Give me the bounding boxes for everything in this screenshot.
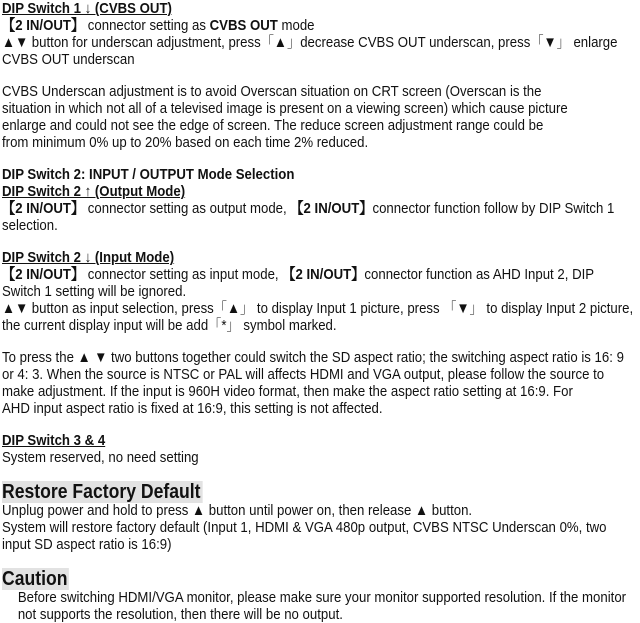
text-line [2,283,640,300]
text-line [2,589,640,606]
text-line [2,34,640,51]
text-line [2,432,640,449]
bold-text: 【2 IN/OUT】 [282,266,365,283]
paragraph [2,166,640,234]
text-line [2,317,640,334]
section [2,432,640,466]
bold-text: 【2 IN/OUT】 [2,200,85,217]
text: connector function follow by DIP Switch 1 [372,200,615,217]
section-heading: Caution [2,568,68,590]
text-line [2,606,640,623]
text: situation in which not all of a televised image is present on a viewing screen) which cause picture [2,100,568,117]
text-line [2,166,640,183]
bold-text: CVBS OUT [209,17,278,34]
text: CVBS OUT underscan [2,51,135,68]
text-line [2,117,640,134]
manual-page [2,0,640,623]
text: ▲▼ button as input selection, press「▲」 to display Input 1 picture, press 「▼」 to display Input 2 picture, [2,300,634,317]
paragraph [2,568,640,623]
text-line [2,449,640,466]
text: mode [277,17,315,34]
text: input SD aspect ratio is 16:9) [2,536,172,553]
text-line [2,249,640,266]
text-line [2,366,640,383]
text-line [2,17,640,34]
text: AHD input aspect ratio is fixed at 16:9, this setting is not affected. [2,400,383,417]
paragraph [2,83,640,151]
paragraph [2,349,640,417]
text-line [2,383,640,400]
text-line [2,200,640,217]
text: connector setting as [84,17,210,34]
text-line [2,51,640,68]
text: ▲▼ button for underscan adjustment, press「▲」decrease CVBS OUT underscan, press「▼」 enlarge [2,34,618,51]
text-line [2,568,640,590]
bold-text: 【2 IN/OUT】 [2,17,85,34]
section [2,568,640,623]
text-line [2,502,640,519]
section [2,0,640,151]
subheading: DIP Switch 2 ↑ (Output Mode) [2,183,186,200]
text-line [2,481,640,503]
text-line [2,266,640,283]
text-line [2,183,640,200]
text: CVBS Underscan adjustment is to avoid Overscan situation on CRT screen (Overscan is the [2,83,542,100]
text: or 4: 3. When the source is NTSC or PAL will affects HDMI and VGA output, please follow the source to [2,366,605,383]
text-line [2,217,640,234]
subheading: DIP Switch 2 ↓ (Input Mode) [2,249,175,266]
text-line [2,349,640,366]
text: To press the ▲ ▼ two buttons together could switch the SD aspect ratio; the switching aspect ratio is 16: 9 [2,349,624,366]
text-line [2,100,640,117]
text: connector function as AHD Input 2, DIP [364,266,595,283]
text: selection. [2,217,58,234]
section [2,481,640,553]
text: Before switching HDMI/VGA monitor, please make sure your monitor supported resolution. If the monitor [17,589,627,606]
text-line [2,0,640,17]
bold-text: DIP Switch 2: INPUT / OUTPUT Mode Selection [2,166,295,183]
text-line [2,134,640,151]
subheading: DIP Switch 3 & 4 [2,432,106,449]
paragraph [2,249,640,334]
text: from minimum 0% up to 20% based on each time 2% reduced. [2,134,369,151]
text-line [2,400,640,417]
text: make adjustment. If the input is 960H video format, then make the aspect ratio setting at 16:9. For [2,383,573,400]
section-heading: Restore Factory Default [2,481,201,503]
text-line [2,300,640,317]
paragraph [2,432,640,466]
paragraph [2,481,640,553]
text: the current display input will be add「*」 symbol marked. [2,317,337,334]
bold-text: 【2 IN/OUT】 [2,266,85,283]
text: connector setting as input mode, [84,266,283,283]
text-line [2,536,640,553]
text: connector setting as output mode, [84,200,291,217]
text: not supports the resolution, then there will be no output. [17,606,343,623]
text: Unplug power and hold to press ▲ button until power on, then release ▲ button. [2,502,473,519]
text: System will restore factory default (Input 1, HDMI & VGA 480p output, CVBS NTSC Underscan 0%, two [2,519,607,536]
text: System reserved, no need setting [2,449,199,466]
subheading: DIP Switch 1 ↓ (CVBS OUT) [2,0,172,17]
paragraph [2,0,640,68]
section [2,166,640,417]
text: Switch 1 setting will be ignored. [2,283,187,300]
text: enlarge and could not see the edge of screen. The reduce screen adjustment range could be [2,117,544,134]
text-line [2,519,640,536]
text-line [2,83,640,100]
bold-text: 【2 IN/OUT】 [290,200,373,217]
